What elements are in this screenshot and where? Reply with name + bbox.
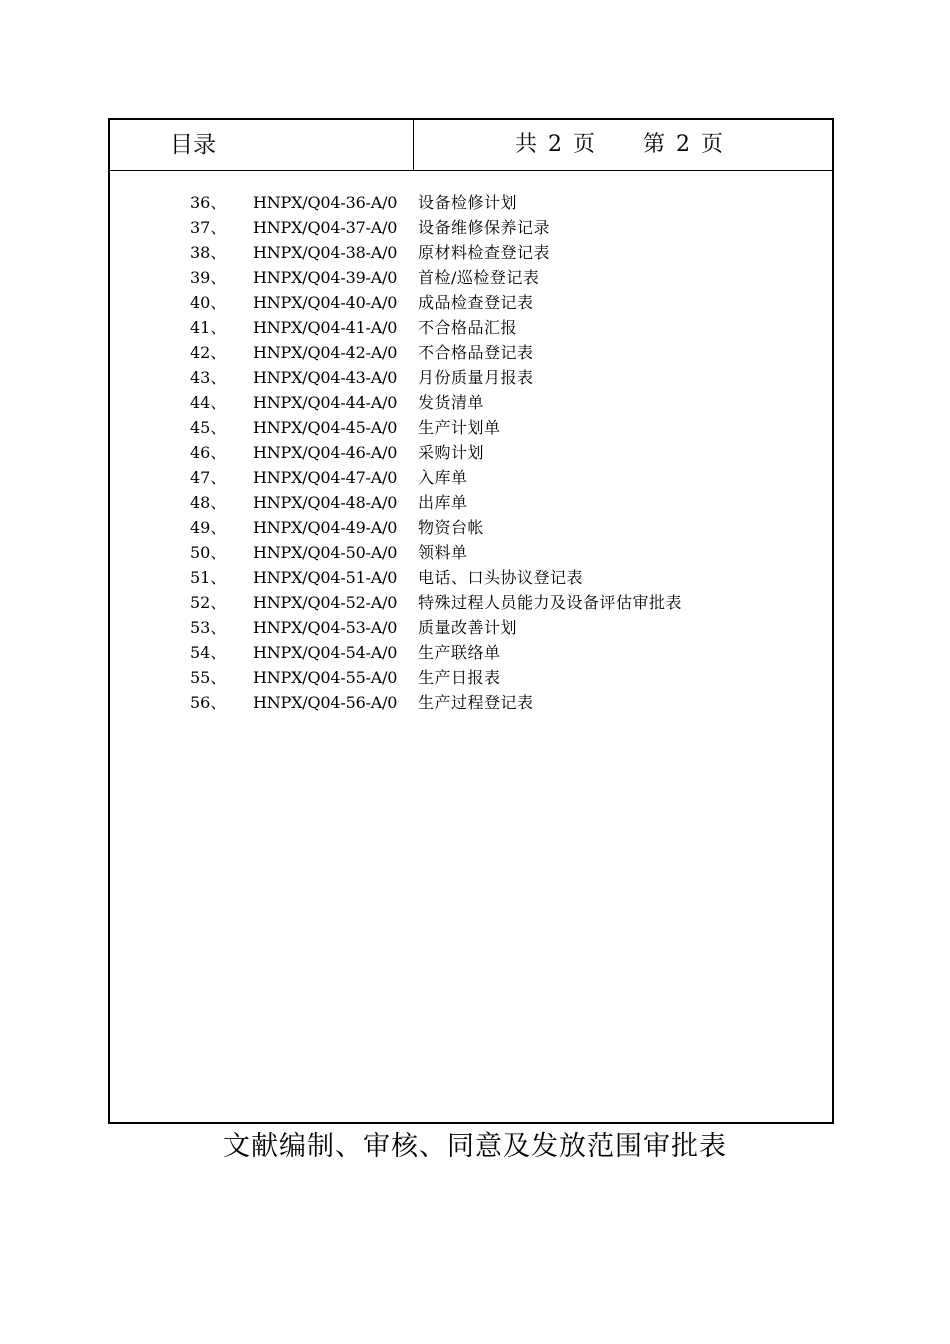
toc-item-name: 特殊过程人员能力及设备评估审批表	[418, 593, 683, 612]
toc-list	[110, 190, 830, 715]
toc-item-number: 36、	[190, 193, 227, 212]
toc-item	[110, 365, 830, 390]
toc-item	[110, 315, 830, 340]
toc-item-name: 发货清单	[418, 393, 485, 412]
toc-item-number: 40、	[190, 293, 227, 312]
toc-item-name: 设备检修计划	[418, 193, 518, 212]
toc-header	[110, 120, 832, 171]
toc-item	[110, 415, 830, 440]
toc-item-number: 45、	[190, 418, 227, 437]
toc-item-code: HNPX/Q04-38-A/0	[253, 243, 398, 262]
toc-item	[110, 190, 830, 215]
current-page: 2	[676, 132, 693, 157]
toc-item	[110, 565, 830, 590]
toc-item-number: 46、	[190, 443, 227, 462]
toc-item	[110, 465, 830, 490]
toc-item-code: HNPX/Q04-51-A/0	[253, 568, 398, 587]
toc-item-code: HNPX/Q04-53-A/0	[253, 618, 398, 637]
toc-item-number: 41、	[190, 318, 227, 337]
toc-item	[110, 615, 830, 640]
header-divider	[413, 120, 414, 170]
toc-item-number: 43、	[190, 368, 227, 387]
toc-item	[110, 215, 830, 240]
toc-item-code: HNPX/Q04-44-A/0	[253, 393, 398, 412]
toc-item-code: HNPX/Q04-50-A/0	[253, 543, 398, 562]
toc-item	[110, 240, 830, 265]
toc-item-code: HNPX/Q04-55-A/0	[253, 668, 398, 687]
toc-item	[110, 265, 830, 290]
toc-item-number: 52、	[190, 593, 227, 612]
toc-item-name: 不合格品登记表	[418, 343, 534, 362]
toc-item	[110, 440, 830, 465]
toc-item-number: 44、	[190, 393, 227, 412]
page-count	[515, 130, 725, 160]
toc-item-name: 出库单	[418, 493, 468, 512]
footer-title: 文献编制、审核、同意及发放范围审批表	[223, 1131, 727, 1162]
toc-item-name: 物资台帐	[418, 518, 485, 537]
toc-item	[110, 665, 830, 690]
total-suffix: 页	[573, 132, 598, 157]
toc-item-name: 生产联络单	[418, 643, 501, 662]
document-frame	[108, 118, 834, 1124]
toc-item	[110, 515, 830, 540]
current-prefix: 第	[643, 132, 668, 157]
toc-item-name: 月份质量月报表	[418, 368, 534, 387]
toc-item-code: HNPX/Q04-46-A/0	[253, 443, 398, 462]
toc-item-code: HNPX/Q04-36-A/0	[253, 193, 398, 212]
toc-item-code: HNPX/Q04-56-A/0	[253, 693, 398, 712]
toc-item-number: 42、	[190, 343, 227, 362]
toc-item-code: HNPX/Q04-43-A/0	[253, 368, 398, 387]
total-pages: 2	[548, 132, 565, 157]
toc-item-name: 生产过程登记表	[418, 693, 534, 712]
toc-item	[110, 540, 830, 565]
toc-item	[110, 690, 830, 715]
toc-item	[110, 290, 830, 315]
toc-item-number: 51、	[190, 568, 227, 587]
toc-item-number: 37、	[190, 218, 227, 237]
toc-item	[110, 490, 830, 515]
current-suffix: 页	[701, 132, 726, 157]
toc-item-code: HNPX/Q04-42-A/0	[253, 343, 398, 362]
toc-item-name: 电话、口头协议登记表	[418, 568, 584, 587]
toc-item-code: HNPX/Q04-41-A/0	[253, 318, 398, 337]
toc-item-number: 53、	[190, 618, 227, 637]
toc-item-number: 55、	[190, 668, 227, 687]
toc-item-name: 入库单	[418, 468, 468, 487]
toc-item-number: 47、	[190, 468, 227, 487]
toc-item	[110, 340, 830, 365]
toc-item-number: 49、	[190, 518, 227, 537]
toc-item-number: 50、	[190, 543, 227, 562]
toc-title: 目录	[170, 132, 216, 158]
toc-item-name: 生产计划单	[418, 418, 501, 437]
toc-item-number: 56、	[190, 693, 227, 712]
toc-item-code: HNPX/Q04-47-A/0	[253, 468, 398, 487]
toc-item-name: 不合格品汇报	[418, 318, 518, 337]
toc-item-number: 39、	[190, 268, 227, 287]
toc-item-name: 采购计划	[418, 443, 485, 462]
toc-item-code: HNPX/Q04-37-A/0	[253, 218, 398, 237]
toc-item-code: HNPX/Q04-52-A/0	[253, 593, 398, 612]
toc-item	[110, 640, 830, 665]
toc-item-code: HNPX/Q04-39-A/0	[253, 268, 398, 287]
toc-item-name: 首检/巡检登记表	[418, 268, 540, 287]
toc-item-number: 48、	[190, 493, 227, 512]
toc-item-name: 质量改善计划	[418, 618, 518, 637]
toc-item-number: 38、	[190, 243, 227, 262]
toc-item-number: 54、	[190, 643, 227, 662]
toc-item	[110, 390, 830, 415]
toc-item-name: 领料单	[418, 543, 468, 562]
toc-item-code: HNPX/Q04-48-A/0	[253, 493, 398, 512]
toc-item-code: HNPX/Q04-49-A/0	[253, 518, 398, 537]
toc-item-name: 原材料检查登记表	[418, 243, 551, 262]
toc-item-name: 设备维修保养记录	[418, 218, 551, 237]
total-prefix: 共	[515, 132, 540, 157]
toc-item	[110, 590, 830, 615]
toc-item-name: 成品检查登记表	[418, 293, 534, 312]
toc-item-code: HNPX/Q04-40-A/0	[253, 293, 398, 312]
toc-item-name: 生产日报表	[418, 668, 501, 687]
toc-item-code: HNPX/Q04-45-A/0	[253, 418, 398, 437]
toc-item-code: HNPX/Q04-54-A/0	[253, 643, 398, 662]
